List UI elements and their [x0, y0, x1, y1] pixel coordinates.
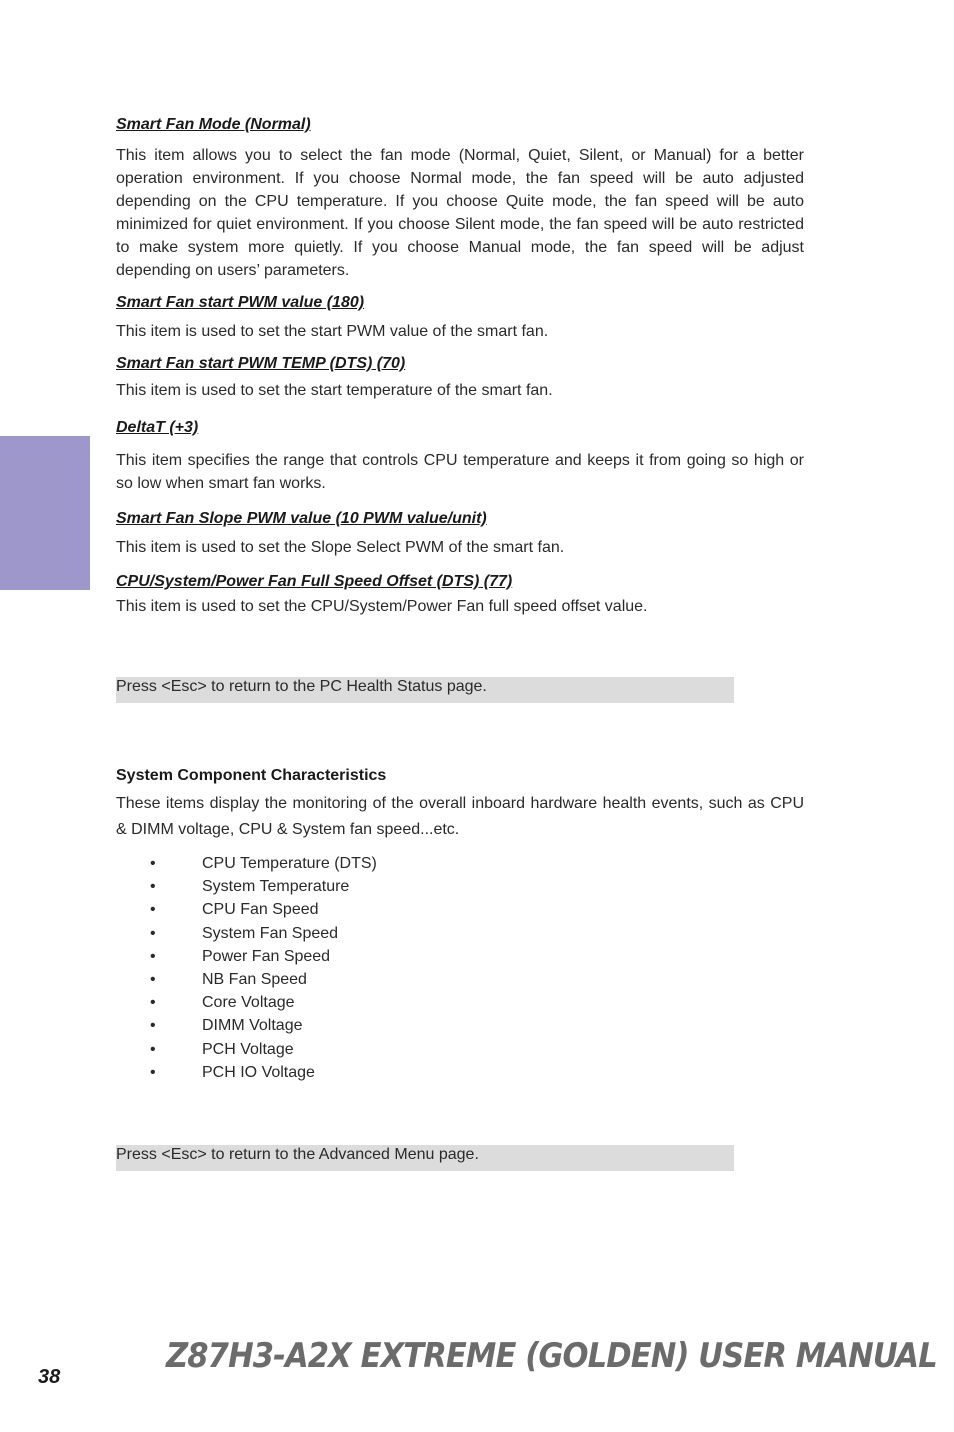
para-start-pwm-temp: This item is used to set the start temperature of the smart fan. [116, 382, 553, 399]
section-title-system-component: System Component Characteristics [116, 767, 387, 784]
heading-slope-pwm: Smart Fan Slope PWM value (10 PWM value/unit) [116, 510, 487, 527]
note-return-pc-health-text: Press <Esc> to return to the PC Health Status page. [116, 678, 487, 695]
page-number: 38 [38, 1366, 61, 1388]
para-system-component: These items display the monitoring of the overall inboard hardware health events, such as CPU & DIMM voltage, CPU & System fan speed...etc. [116, 795, 804, 838]
bullet-glyph: • [150, 878, 156, 896]
manual-title: Z87H3-A2X EXTREME (GOLDEN) USER MANUAL [166, 1336, 937, 1376]
note-return-advanced-menu-text: Press <Esc> to return to the Advanced Menu page. [116, 1146, 479, 1163]
bullet-glyph: • [150, 1040, 156, 1058]
para-deltat: This item specifies the range that controls CPU temperature and keeps it from going so high or so low when smart fan works. [116, 452, 804, 492]
note-return-advanced-menu [116, 1145, 734, 1171]
heading-start-pwm-value: Smart Fan start PWM value (180) [116, 294, 365, 311]
heading-deltat: DeltaT (+3) [116, 419, 199, 436]
heading-full-speed-offset: CPU/System/Power Fan Full Speed Offset (DTS) (77) [116, 573, 513, 590]
para-full-speed-offset: This item is used to set the CPU/System/Power Fan full speed offset value. [116, 598, 648, 615]
heading-start-pwm-temp: Smart Fan start PWM TEMP (DTS) (70) [116, 355, 406, 372]
bullet-glyph: • [150, 901, 156, 919]
para-smart-fan-mode: This item allows you to select the fan mode (Normal, Quiet, Silent, or Manual) for a better operation environment. If you choose Normal mode, the fan speed will be auto adjusted depending on the CPU temperature. If you choose Quite mode, the fan speed will be auto minimized for quiet environment. If you choose Silent mode, the fan speed will be auto restricted to make system more quietly. If you choose Manual mode, the fan speed will be adjust depending on users’ parameters. [116, 147, 804, 279]
side-tab-marker [0, 436, 90, 590]
bullet-glyph: • [150, 970, 156, 988]
bullet-glyph: • [150, 1063, 156, 1081]
bullet-glyph: • [150, 855, 156, 872]
heading-smart-fan-mode: Smart Fan Mode (Normal) [116, 116, 311, 133]
bullet-glyph: • [150, 947, 156, 965]
bullet-glyph: • [150, 994, 156, 1012]
bullet-glyph: • [150, 924, 156, 942]
para-slope-pwm: This item is used to set the Slope Select PWM of the smart fan. [116, 539, 565, 556]
bullet-glyph: • [150, 1017, 156, 1035]
note-return-pc-health [116, 677, 734, 703]
para-start-pwm-value: This item is used to set the start PWM value of the smart fan. [116, 323, 549, 340]
